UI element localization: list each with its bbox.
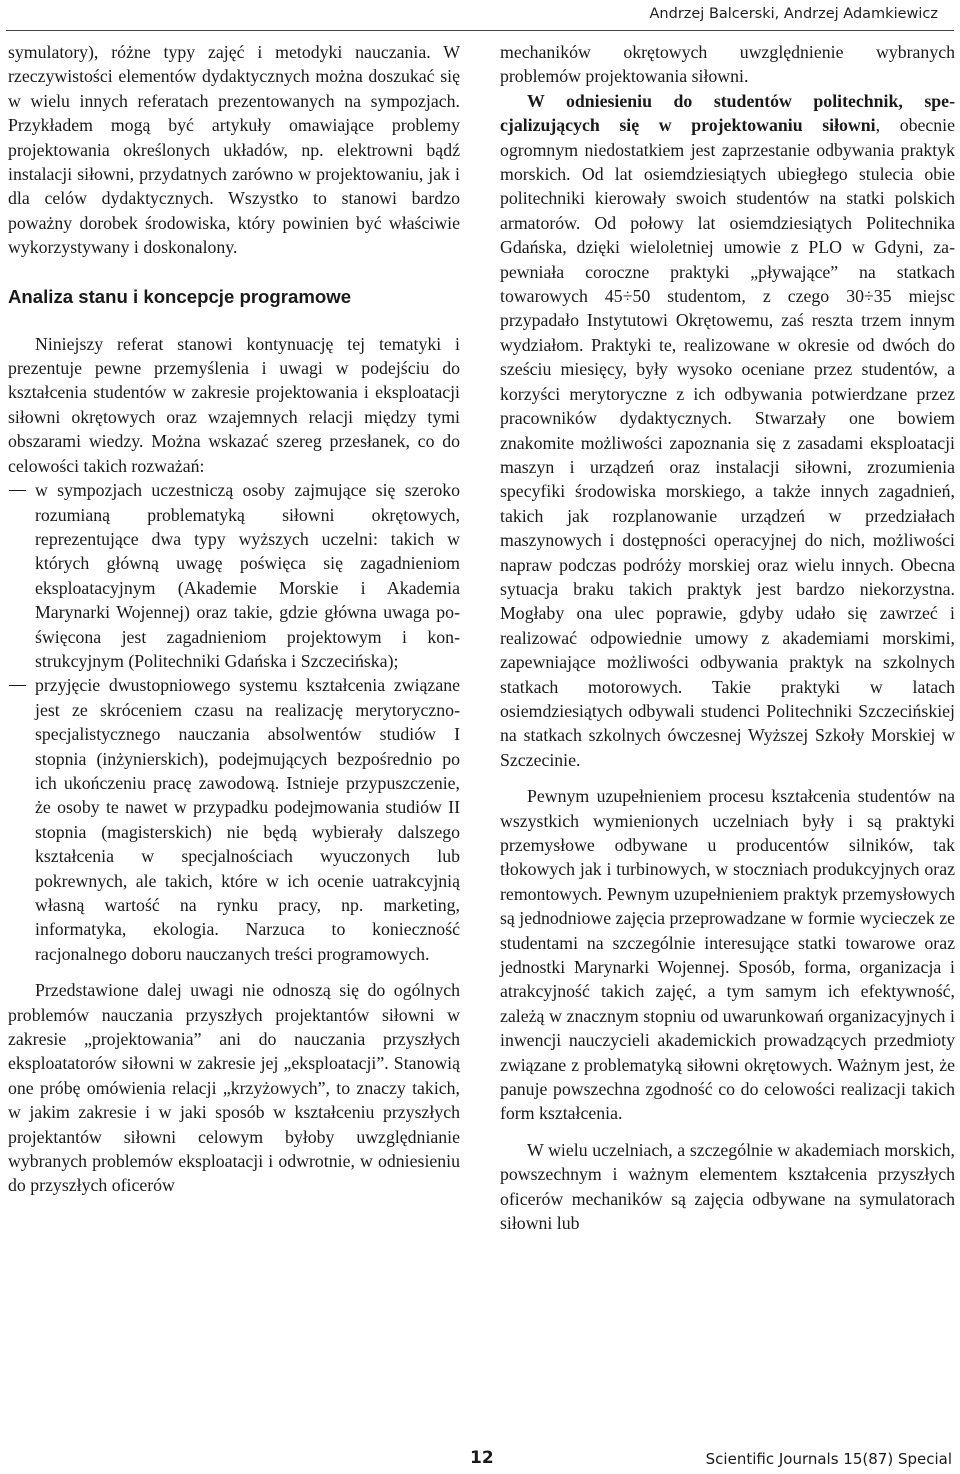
page-footer bbox=[0, 1448, 960, 1472]
right-paragraph-2: Pewnym uzupełnieniem procesu kształcenia studentów na wszystkich wymienionych uczelniach były i są praktyki przemysłowe odbywane u producentów silników, tak tłokowych jak i turbinowych, w stoczniach produkcyjnych oraz remontowych. Pewnym uzupełnieniem praktyk przemysłowych są jednodniowe zajęcia przeprowadzane w formie wycieczek ze studentami na szczególnie interesujące statki towarowe oraz jednostki Marynarki Wojennej. Sposób, forma, organizacja i atrakcyjność takich zajęć, a tym samym ich efektywność, zależą w znacznym stopniu od uwarunkowań organizacyjnych i inwencji nauczycieli akademickich prowadzących przedmioty związane z problematyką siłowni okrętowych. Ważnym jest, że panuje powszechna zgodność co do celowości realizacji takich form kształcenia. bbox=[500, 786, 955, 1124]
left-intro-paragraph: symulatory), różne typy zajęć i metodyki nauczania. W rzeczywistości elementów dydaktycznych można doszukać się w wielu innych referatach prezentowanych na sympozjach. Przykładem mogą być artykuły omawiające problemy projektowania określonych układów, np. elektrowni bądź instalacji siłowni, przydatnych zarówno w projektowaniu, jak i dla celów dydaktycznych. Wszystko to stanowi bardzo poważny dorobek środowiska, który powinien być właściwie wykorzystywany i doskonalony. bbox=[8, 42, 460, 258]
section-title: Analiza stanu i koncepcje programowe bbox=[8, 285, 352, 307]
page-number: 12 bbox=[470, 1448, 494, 1468]
right-paragraph-1-text: , obecnie ogromnym niedostatkiem jest zaprzestanie odbywania praktyk morskich. Od lat osiemdziesiątych ubiegłego stulecia obie politechniki kierowały swoich studentów na statki polskich armatorów. Od połowy lat osiemdziesiątych Politechnika Gdańska, dzięki wieloletniej umowie z PLO w Gdyni, zapewniała coroczne praktyki „pływające” na statkach towarowych 45÷50 studentom, z czego 30÷35 miejsc przypadało Instytutowi Okrętowemu, zaś reszta trzem innym wydziałom. Praktyki te, realizowane w okresie od dwóch do sześciu miesięcy, były wysoko oceniane przez studentów, a korzyści merytoryczne z ich odbywania potwierdzane przez pracowników dydaktycznych. Stwarzały one bowiem znakomite możliwości zapoznania się z zasadami eksploatacji maszyn i urządzeń oraz instalacji siłowni, zrozumienia specyfiki środowiska morskiego, a także innych zagadnień, takich jak rozplanowanie urządzeń w przedziałach maszynowych i dostępności operacyjnej do nich, możliwości napraw podczas podróży morskiej oraz wielu innych. Obecna sytuacja braku takich praktyk jest bardzo niekorzystna. Mogłaby ona ulec poprawie, gdyby udało się zawrzeć i realizować odpowiednie umowy z akademiami morskimi, zapewniające możliwości odbywania praktyk na szkolnych statkach motorowych. Takie praktyki w latach osiemdziesiątych odbywali studenci Politechniki Szczecińskiej na statkach szkolnych ówczesnej Wyższej Szkoły Morskiej w Szczecinie. bbox=[500, 115, 955, 770]
right-column bbox=[500, 40, 955, 1236]
left-paragraph-1: Niniejszy referat stanowi kontynuację tej tematyki i prezentuje pewne przemyślenia i uwagi w podejściu do kształcenia studentów w zakresie projektowania i eksploatacji siłowni okrętowych oraz wzajemnych relacji między tymi obszarami wiedzy. Można wskazać szereg przesłanek, co do celowości takich rozważań: bbox=[8, 333, 460, 476]
list-item-text: w sympozjach uczestniczą osoby zajmujące się szeroko rozumianą problematyką siłowni okrętowych, reprezentujące dwa typy wyższych uczelni: takich w których główną uwagę poświęca się zagadnieniom eksploatacyjnym (Akademie Morskie i Akademia Marynarki Wojennej) oraz takie, gdzie główna uwaga poświęcona jest zagadnieniom projektowym i konstrukcyjnym (Politechniki Gdańska i Szczecińska); bbox=[35, 480, 460, 671]
left-paragraph-2: Przedstawione dalej uwagi nie odnoszą się do ogólnych problemów nauczania przyszłych projektantów siłowni w zakresie „projektowania” ani do nauczania przyszłych eksploatatorów siłowni w zakresie jej „eksploatacji”. Stanowią one próbę omówienia relacji „krzyżowych”, to znaczy takich, w jakim zakresie i w jaki sposób w kształceniu przyszłych projektantów siłowni celowym byłoby uwzględnianie wybranych problemów eksploatacji i odwrotnie, w odniesieniu do przyszłych oficerów bbox=[8, 980, 460, 1196]
right-intro-paragraph: mechaników okrętowych uwzględnienie wybranych problemów projektowania siłowni. bbox=[500, 42, 955, 87]
right-paragraph-3: W wielu uczelniach, a szczególnie w akademiach morskich, powszechnym i ważnym elementem kształcenia przyszłych oficerów mechaników są zajęcia odbywane na symulatorach siłowni lub bbox=[500, 1139, 955, 1234]
right-paragraph-1 bbox=[500, 89, 955, 772]
bold-lead-in: W odniesieniu do studentów politechnik, specjalizujących się w projektowaniu siłowni bbox=[500, 90, 955, 136]
left-column bbox=[8, 40, 460, 1198]
list-item bbox=[8, 673, 460, 966]
running-header: Andrzej Balcerski, Andrzej Adamkiewicz bbox=[649, 6, 938, 22]
list-item-text: przyjęcie dwustopniowego systemu kształcenia związane jest ze skróceniem czasu na realizację merytoryczno-specjalistycznego nauczania absolwentów studiów I stopnia (inżynierskich), podejmujących bezpośrednio po ich ukończeniu pracę zawodową. Istnieje przypuszczenie, że osoby te nawet w przypadku podejmowania studiów II stopnia (magisterskich) nie będą wybierały dalszego kształcenia w specjalnościach wyuczonych lub pokrewnych, ale takich, które w ich ocenie uatrakcyjnią własną wartość na rynku pracy, np. marketing, informatyka, ekologia. Narzuca to konieczność racjonalnego doboru nauczanych treści programowych. bbox=[35, 675, 460, 964]
header-rule bbox=[6, 30, 954, 31]
premises-list bbox=[8, 478, 460, 966]
list-item bbox=[8, 478, 460, 673]
journal-name: Scientific Journals 15(87) Special bbox=[705, 1450, 952, 1468]
